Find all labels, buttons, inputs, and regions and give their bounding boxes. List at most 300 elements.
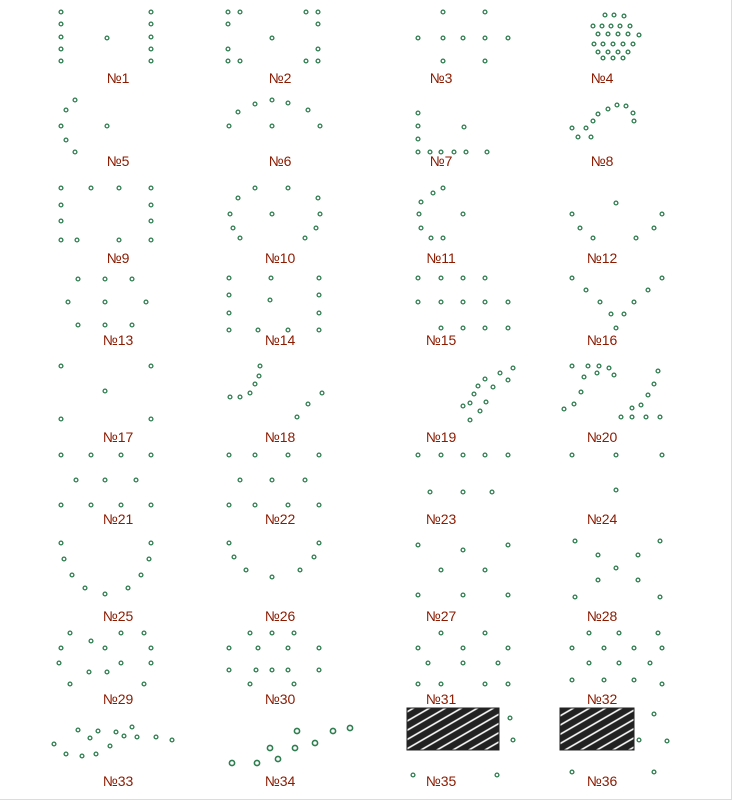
placement-dot: [570, 453, 574, 457]
scheme-label: №16: [586, 332, 618, 348]
placement-dot: [426, 661, 430, 665]
placement-dot: [416, 300, 420, 304]
placement-dot: [149, 541, 153, 545]
placement-dot: [80, 754, 84, 758]
placement-dot: [227, 503, 231, 507]
scheme-label: №31: [425, 691, 457, 707]
placement-dot: [624, 104, 628, 108]
scheme-label: №28: [586, 608, 618, 624]
scheme-27: [416, 543, 510, 624]
placement-dot: [573, 595, 577, 599]
placement-dot: [142, 682, 146, 686]
scheme-label: №12: [586, 250, 618, 266]
placement-dot: [108, 744, 112, 748]
placement-dot: [314, 226, 318, 230]
scheme-22: [227, 453, 321, 527]
placement-dot: [270, 668, 274, 672]
placement-dot: [114, 730, 118, 734]
scheme-32: [570, 631, 664, 707]
scheme-label: №36: [586, 773, 618, 789]
placement-dot: [630, 415, 634, 419]
placement-dot: [149, 503, 153, 507]
scheme-31: [416, 631, 510, 707]
scheme-21: [59, 453, 153, 527]
placement-dot: [270, 36, 274, 40]
placement-dot: [416, 593, 420, 597]
scheme-25: [59, 541, 153, 624]
placement-dot: [603, 13, 607, 17]
placement-dot: [270, 212, 274, 216]
placement-dot: [416, 682, 420, 686]
placement-dot: [286, 453, 290, 457]
placement-dot: [441, 36, 445, 40]
scheme-28: [573, 539, 662, 624]
placement-dot: [600, 24, 604, 28]
placement-dot: [570, 276, 574, 280]
placement-dot: [103, 277, 107, 281]
placement-dot: [89, 639, 93, 643]
scheme-11: [417, 186, 465, 266]
placement-dot: [461, 276, 465, 280]
placement-dot: [253, 186, 257, 190]
placement-dot: [652, 712, 656, 716]
placement-dot: [461, 593, 465, 597]
placement-dot: [303, 236, 307, 240]
placement-dot: [615, 103, 619, 107]
placement-dot: [330, 728, 335, 733]
placement-dot: [59, 219, 63, 223]
placement-dot: [238, 478, 242, 482]
placement-dot: [236, 196, 240, 200]
placement-dot: [142, 631, 146, 635]
placement-dot: [611, 56, 615, 60]
scheme-14: [227, 276, 321, 348]
placement-dot: [483, 453, 487, 457]
scheme-label: №34: [264, 773, 296, 789]
placement-dot: [59, 124, 63, 128]
placement-dot: [592, 42, 596, 46]
placement-dot: [616, 50, 620, 54]
placement-dot: [416, 453, 420, 457]
placement-dot: [439, 276, 443, 280]
placement-dot: [630, 406, 634, 410]
placement-dot: [317, 646, 321, 650]
placement-dot: [416, 646, 420, 650]
placement-dot: [149, 35, 153, 39]
placement-dot: [64, 752, 68, 756]
placement-dot: [617, 661, 621, 665]
placement-dot: [59, 47, 63, 51]
placement-dot: [286, 668, 290, 672]
placement-dot: [506, 36, 510, 40]
placement-dot: [317, 541, 321, 545]
placement-dot: [468, 418, 472, 422]
placement-dot: [244, 568, 248, 572]
placement-dot: [76, 323, 80, 327]
scheme-label: №10: [264, 250, 296, 266]
placement-dot: [595, 371, 599, 375]
placement-dot: [461, 36, 465, 40]
scheme-label: №21: [102, 511, 134, 527]
placement-dot: [622, 312, 626, 316]
scheme-4: [591, 13, 641, 86]
placement-dot: [59, 22, 63, 26]
placement-dot: [320, 391, 324, 395]
scheme-label: №8: [590, 153, 614, 169]
placement-dot: [248, 682, 252, 686]
placement-dot: [652, 770, 656, 774]
scheme-5: [59, 98, 130, 169]
scheme-label: №13: [102, 332, 134, 348]
placement-dot: [59, 59, 63, 63]
placement-dot: [439, 300, 443, 304]
placement-dot: [419, 200, 423, 204]
placement-dot: [89, 186, 93, 190]
placement-dot: [117, 238, 121, 242]
scheme-label: №26: [264, 608, 296, 624]
placement-dot: [637, 33, 641, 37]
placement-dot: [286, 186, 290, 190]
placement-dot: [68, 631, 72, 635]
placement-dot: [253, 503, 257, 507]
placement-dot: [76, 728, 80, 732]
placement-dot: [130, 725, 134, 729]
placement-dot: [602, 678, 606, 682]
placement-dot: [68, 682, 72, 686]
scheme-8: [570, 103, 636, 169]
placement-dot: [64, 138, 68, 142]
placement-dot: [103, 646, 107, 650]
placement-dot: [149, 186, 153, 190]
scheme-label: №7: [429, 153, 453, 169]
placement-dot: [628, 24, 632, 28]
placement-dot: [57, 661, 61, 665]
placement-dot: [59, 417, 63, 421]
placement-dot: [587, 661, 591, 665]
placement-dot: [416, 276, 420, 280]
placement-dot: [258, 364, 262, 368]
placement-dot: [584, 288, 588, 292]
placement-dot: [602, 646, 606, 650]
placement-dot: [294, 728, 299, 733]
placement-dot: [59, 35, 63, 39]
scheme-label: №33: [102, 773, 134, 789]
placement-dot: [596, 553, 600, 557]
placement-dot: [576, 135, 580, 139]
placement-dot: [149, 238, 153, 242]
placement-dot: [579, 390, 583, 394]
placement-dot: [461, 453, 465, 457]
placement-dot: [586, 364, 590, 368]
placement-dot: [257, 374, 261, 378]
placement-dot: [506, 378, 510, 382]
placement-dot: [270, 478, 274, 482]
placement-dot: [483, 300, 487, 304]
placement-dot: [232, 555, 236, 559]
placement-dot: [598, 300, 602, 304]
scheme-36: [560, 708, 669, 789]
placement-dot: [248, 631, 252, 635]
scheme-label: №29: [102, 691, 134, 707]
scheme-label: №24: [586, 511, 618, 527]
placement-dot: [149, 646, 153, 650]
placement-dot: [468, 401, 472, 405]
placement-dot: [612, 13, 616, 17]
placement-dot: [227, 124, 231, 128]
placement-dot: [312, 555, 316, 559]
placement-dot: [119, 661, 123, 665]
placement-dot: [619, 415, 623, 419]
placement-dot: [256, 328, 260, 332]
placement-dot: [511, 738, 515, 742]
placement-dot: [103, 300, 107, 304]
placement-dot: [149, 219, 153, 223]
placement-dot: [589, 135, 593, 139]
placement-dot: [614, 566, 618, 570]
placement-dot: [411, 773, 415, 777]
placement-dot: [614, 488, 618, 492]
placement-dot: [462, 125, 466, 129]
placement-dot: [658, 539, 662, 543]
placement-dot: [317, 276, 321, 280]
placement-dot: [483, 276, 487, 280]
placement-dot: [347, 725, 352, 730]
placement-dot: [292, 745, 297, 750]
placement-dot: [483, 682, 487, 686]
placement-dot: [317, 503, 321, 507]
placement-dot: [591, 236, 595, 240]
placement-dot: [461, 490, 465, 494]
placement-dot: [286, 646, 290, 650]
placement-dot: [149, 22, 153, 26]
placement-dot: [119, 453, 123, 457]
placement-dot: [476, 384, 480, 388]
placement-dot: [126, 586, 130, 590]
placement-dot: [149, 47, 153, 51]
placement-dot: [658, 415, 662, 419]
placement-dot: [601, 56, 605, 60]
placement-dot: [573, 539, 577, 543]
placement-dot: [606, 50, 610, 54]
placement-dot: [303, 478, 307, 482]
placement-dot: [483, 10, 487, 14]
placement-dot: [478, 409, 482, 413]
placement-dot: [268, 298, 272, 302]
placement-dot: [103, 323, 107, 327]
scheme-label: №3: [429, 70, 453, 86]
placement-dot: [74, 478, 78, 482]
placement-dot: [316, 10, 320, 14]
placement-dot: [88, 736, 92, 740]
placement-dot: [626, 50, 630, 54]
placement-dot: [634, 236, 638, 240]
scheme-label: №2: [268, 70, 292, 86]
placement-dot: [621, 42, 625, 46]
placement-dot: [461, 212, 465, 216]
placement-dot: [472, 392, 476, 396]
placement-dot: [253, 382, 257, 386]
placement-dot: [609, 24, 613, 28]
placement-dot: [149, 59, 153, 63]
placement-dot: [484, 400, 488, 404]
scheme-16: [570, 276, 664, 348]
placement-dot: [306, 108, 310, 112]
placement-dot: [646, 288, 650, 292]
placement-dot: [226, 47, 230, 51]
placement-dot: [636, 578, 640, 582]
scheme-label: №19: [425, 429, 457, 445]
scheme-9: [59, 186, 153, 266]
placement-dot: [238, 59, 242, 63]
placement-dot: [644, 415, 648, 419]
placement-dot: [298, 568, 302, 572]
scheme-18: [228, 364, 324, 445]
placement-dot: [75, 238, 79, 242]
scheme-label: №1: [106, 70, 130, 86]
placement-dot: [506, 300, 510, 304]
placement-dot: [570, 126, 574, 130]
placement-dot: [105, 36, 109, 40]
placement-dot: [582, 375, 586, 379]
placement-dot: [614, 453, 618, 457]
placement-dot: [631, 42, 635, 46]
placement-dot: [431, 191, 435, 195]
scheme-label: №20: [586, 429, 618, 445]
placement-dot: [135, 735, 139, 739]
placement-dot: [591, 24, 595, 28]
placement-dot: [238, 236, 242, 240]
placement-dot: [228, 212, 232, 216]
placement-dot: [652, 226, 656, 230]
placement-dot: [483, 326, 487, 330]
scheme-30: [227, 631, 321, 707]
placement-dot: [607, 366, 611, 370]
scheme-label: №25: [102, 608, 134, 624]
placement-dot: [464, 150, 468, 154]
placement-dot: [636, 553, 640, 557]
hatched-area: [560, 708, 634, 750]
placement-dot: [597, 364, 601, 368]
scheme-label: №6: [268, 153, 292, 169]
placement-dot: [317, 311, 321, 315]
placement-dot: [441, 10, 445, 14]
placement-dot: [419, 226, 423, 230]
placement-dot: [149, 203, 153, 207]
scheme-2: [226, 10, 320, 86]
placement-dot: [596, 578, 600, 582]
placement-dot: [316, 59, 320, 63]
scheme-label: №17: [102, 429, 134, 445]
placement-dot: [103, 478, 107, 482]
scheme-10: [228, 186, 322, 266]
placement-dot: [483, 377, 487, 381]
placement-dot: [292, 682, 296, 686]
placement-dot: [570, 770, 574, 774]
placement-dot: [227, 328, 231, 332]
placement-dot: [236, 110, 240, 114]
placement-dot: [614, 201, 618, 205]
placement-dot: [76, 277, 80, 281]
placement-dot: [130, 277, 134, 281]
placement-dot: [439, 568, 443, 572]
scheme-label: №14: [264, 332, 296, 348]
placement-dot: [254, 760, 259, 765]
placement-dot: [267, 745, 272, 750]
placement-dot: [227, 668, 231, 672]
placement-dot: [89, 453, 93, 457]
placement-dot: [270, 631, 274, 635]
scheme-label: №22: [264, 511, 296, 527]
placement-dot: [596, 32, 600, 36]
placement-dot: [614, 326, 618, 330]
placement-dot: [570, 678, 574, 682]
placement-dot: [637, 738, 641, 742]
placement-dot: [452, 150, 456, 154]
placement-dot: [660, 453, 664, 457]
placement-dot: [59, 186, 63, 190]
placement-dot: [416, 36, 420, 40]
placement-dot: [618, 24, 622, 28]
placement-dot: [149, 364, 153, 368]
placement-dot: [254, 668, 258, 672]
placement-dot: [461, 646, 465, 650]
placement-dot: [105, 670, 109, 674]
placement-dot: [656, 369, 660, 373]
placement-dot: [416, 137, 420, 141]
placement-dot: [639, 403, 643, 407]
scheme-33: [52, 725, 174, 789]
placement-dot: [596, 50, 600, 54]
placement-dot: [622, 14, 626, 18]
placement-dot: [149, 453, 153, 457]
placement-dot: [227, 541, 231, 545]
placement-dot: [318, 212, 322, 216]
placement-dot: [572, 402, 576, 406]
placement-dot: [59, 453, 63, 457]
placement-dot: [227, 453, 231, 457]
placement-dot: [439, 453, 443, 457]
placement-dot: [269, 276, 273, 280]
placement-dot: [134, 478, 138, 482]
placement-dot: [103, 592, 107, 596]
placement-dot: [286, 101, 290, 105]
placement-dot: [611, 42, 615, 46]
placement-dot: [227, 311, 231, 315]
placement-dot: [119, 503, 123, 507]
placement-dot: [248, 391, 252, 395]
placement-dot: [238, 10, 242, 14]
placement-dot: [94, 752, 98, 756]
placement-dot: [253, 453, 257, 457]
placement-dot: [149, 10, 153, 14]
placement-dot: [461, 404, 465, 408]
placement-dot: [229, 760, 234, 765]
placement-dot: [660, 276, 664, 280]
placement-dot: [483, 631, 487, 635]
scheme-label: №23: [425, 511, 457, 527]
scheme-15: [416, 276, 510, 348]
placement-dot: [665, 739, 669, 743]
placement-dot: [416, 150, 420, 154]
placement-dot: [511, 366, 515, 370]
placement-dot: [226, 59, 230, 63]
placement-dot: [587, 631, 591, 635]
placement-dot: [238, 395, 242, 399]
placement-dot: [485, 150, 489, 154]
placement-dot: [621, 56, 625, 60]
placement-dot: [73, 150, 77, 154]
placement-dot: [652, 382, 656, 386]
